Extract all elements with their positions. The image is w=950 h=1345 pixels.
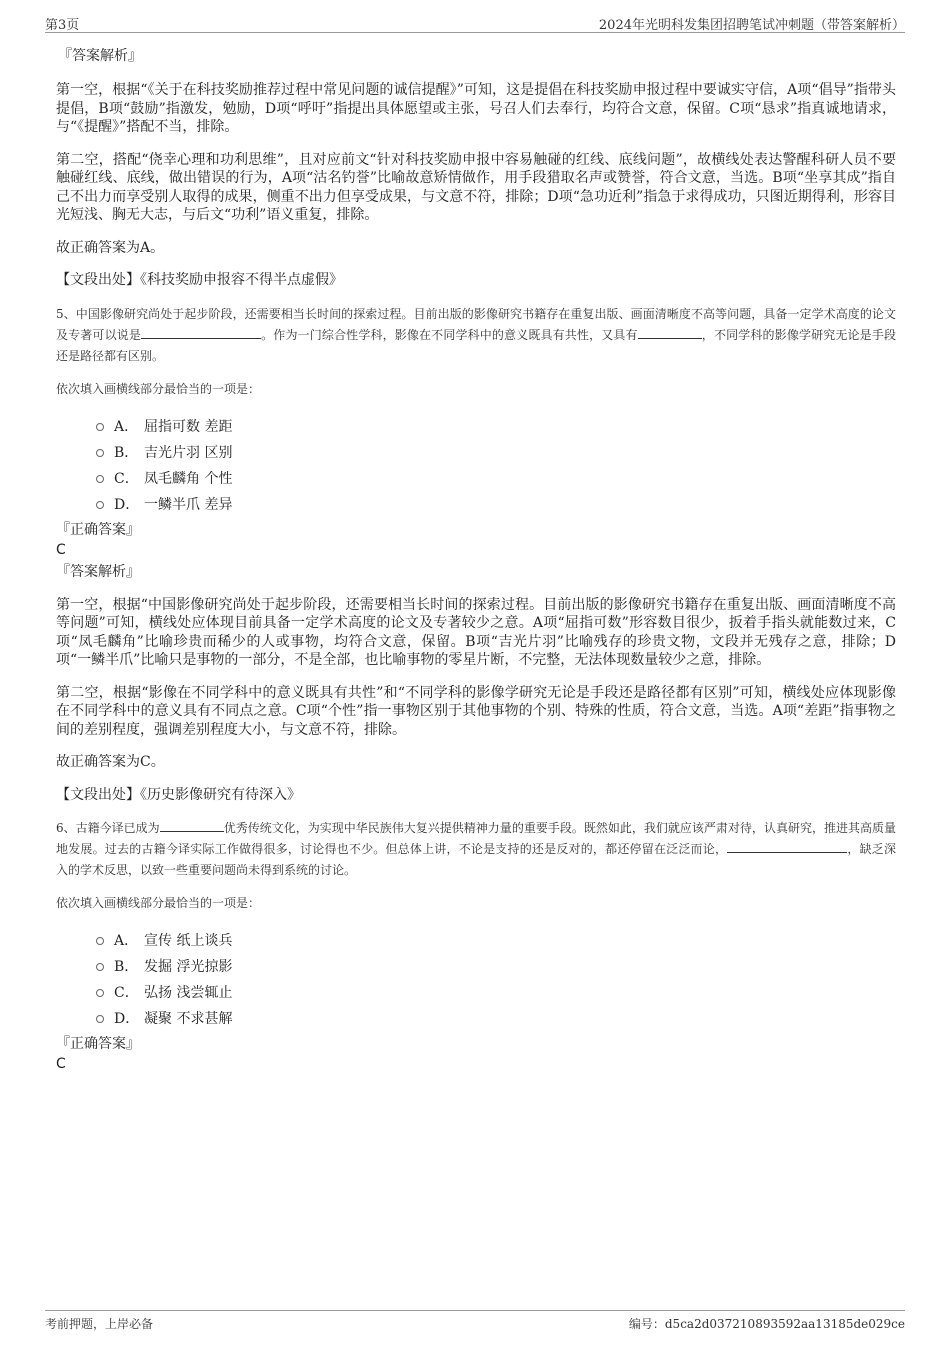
page-content [56,46,896,1074]
footer-slogan: 考前押题，上岸必备 [45,1317,154,1331]
question-prompt: 依次填入画横线部分最恰当的一项是： [56,896,261,910]
option-b[interactable]: B． 吉光片羽 区别 [96,440,896,466]
radio-icon[interactable] [96,989,104,997]
question-prompt: 依次填入画横线部分最恰当的一项是： [56,381,261,396]
option-a[interactable]: A． 屈指可数 差距 [96,414,896,440]
correct-answer-label: 『正确答案』 [56,1036,140,1052]
option-c[interactable]: C． 弘扬 浅尝辄止 [96,980,896,1006]
analysis-label: 『答案解析』 [58,48,142,64]
conclusion: 故正确答案为A。 [56,239,165,256]
fill-blank [141,326,261,339]
page-number: 第3页 [45,18,80,33]
fill-blank [160,819,224,832]
correct-answer: C [56,541,66,558]
fill-blank [638,326,702,339]
radio-icon[interactable] [96,501,104,509]
option-d[interactable]: D． 凝聚 不求甚解 [96,1006,896,1032]
source-citation: 【文段出处】《科技奖励申报容不得半点虚假》 [56,272,343,288]
radio-icon[interactable] [96,937,104,945]
option-a[interactable]: A． 宣传 纸上谈兵 [96,928,896,954]
correct-answer-label: 『正确答案』 [56,521,140,538]
document-title: 2024年光明科发集团招聘笔试冲刺题（带答案解析） [598,18,905,33]
analysis-paragraph: 第二空，根据“影像在不同学科中的意义既具有共性”和“不同学科的影像学研究无论是手段还是路径都有区别”可知，横线处应体现影像在不同学科中的意义具有不同点之意。C项“个性”指一事物区别于其他事物的个别、特殊的性质，符合文意，当选。A项“差距”指事物之间的差别程度，强调差别程度大小，与文意不符，排除。 [56,684,896,738]
analysis-paragraph: 第一空，根据“《关于在科技奖励推荐过程中常见问题的诚信提醒》”可知，这是提倡在科技奖励申报过程中要诚实守信，A项“倡导”指带头提倡，B项“鼓励”指激发，勉励，D项“呼吁”指提出具体愿望或主张，号召人们去奉行，均符合文意，保留。C项“恳求”指真诚地请求，与“《提醒》”搭配不当，排除。 [56,82,896,135]
radio-icon[interactable] [96,449,104,457]
source-citation: 【文段出处】《历史影像研究有待深入》 [56,786,301,803]
page-header [45,12,905,33]
page-footer [45,1310,905,1333]
option-c[interactable]: C． 凤毛麟角 个性 [96,466,896,492]
conclusion: 故正确答案为C。 [56,754,165,770]
fill-blank [727,840,847,853]
radio-icon[interactable] [96,475,104,483]
radio-icon[interactable] [96,423,104,431]
analysis-label: 『答案解析』 [56,563,140,580]
analysis-paragraph: 第一空，根据“中国影像研究尚处于起步阶段，还需要相当长时间的探索过程。目前出版的影像研究书籍存在重复出版、画面清晰度不高等问题”可知，横线处应体现目前具备一定学术高度的论文及专著较少之意。A项“屈指可数”形容数目很少，扳着手指头就能数过来，C项“凤毛麟角”比喻珍贵而稀少的人或事物，均符合文意，保留。B项“吉光片羽”比喻残存的珍贵文物，文段并无残存之意，排除；D项“一鳞半爪”比喻只是事物的一部分，不是全部，也比喻事物的零星片断，不完整，无法体现数量较少之意，排除。 [56,596,896,668]
question-5-stem: 5、中国影像研究尚处于起步阶段，还需要相当长时间的探索过程。目前出版的影像研究书籍存在重复出版、画面清晰度不高等问题，具备一定学术高度的论文及专著可以说是 。作为一门综合性学科，影像在不同学科中的意义既具有共性，又具有 ，不同学科的影像学研究无论是手段还是路径都有区别。 [56,306,896,363]
radio-icon[interactable] [96,1015,104,1023]
question-5-options [56,414,896,518]
question-6-options [56,928,896,1032]
option-b[interactable]: B． 发掘 浮光掠影 [96,954,896,980]
analysis-paragraph: 第二空，搭配“侥幸心理和功利思维”，且对应前文“针对科技奖励申报中容易触碰的红线、底线问题”，故横线处表达警醒科研人员不要触碰红线、底线，做出错误的行为，A项“沽名钓誉”比喻故意矫情做作，用手段猎取名声或赞誉，符合文意，当选。B项“坐享其成”指自己不出力而享受别人取得的成果，侧重不出力但享受成果，与文意不符，排除；D项“急功近利”指急于求得成功，只图近期得利，形容目光短浅、胸无大志，与后文“功利”语义重复，排除。 [56,151,896,223]
correct-answer: C [56,1056,66,1072]
radio-icon[interactable] [96,963,104,971]
question-6-stem: 6、古籍今译已成为 优秀传统文化，为实现中华民族伟大复兴提供精神力量的重要手段。既然如此，我们就应该严肃对待，认真研究，推进其高质量地发展。过去的古籍今译实际工作做得很多，讨论得也不少。但总体上讲，不论是支持的还是反对的，都还停留在泛泛而论， ，缺乏深入的学术反思，以致一些重要问题尚未得到系统的讨论。 [56,821,896,877]
document-id: 编号：d5ca2d037210893592aa13185de029ce [628,1317,905,1331]
option-d[interactable]: D． 一鳞半爪 差异 [96,492,896,518]
